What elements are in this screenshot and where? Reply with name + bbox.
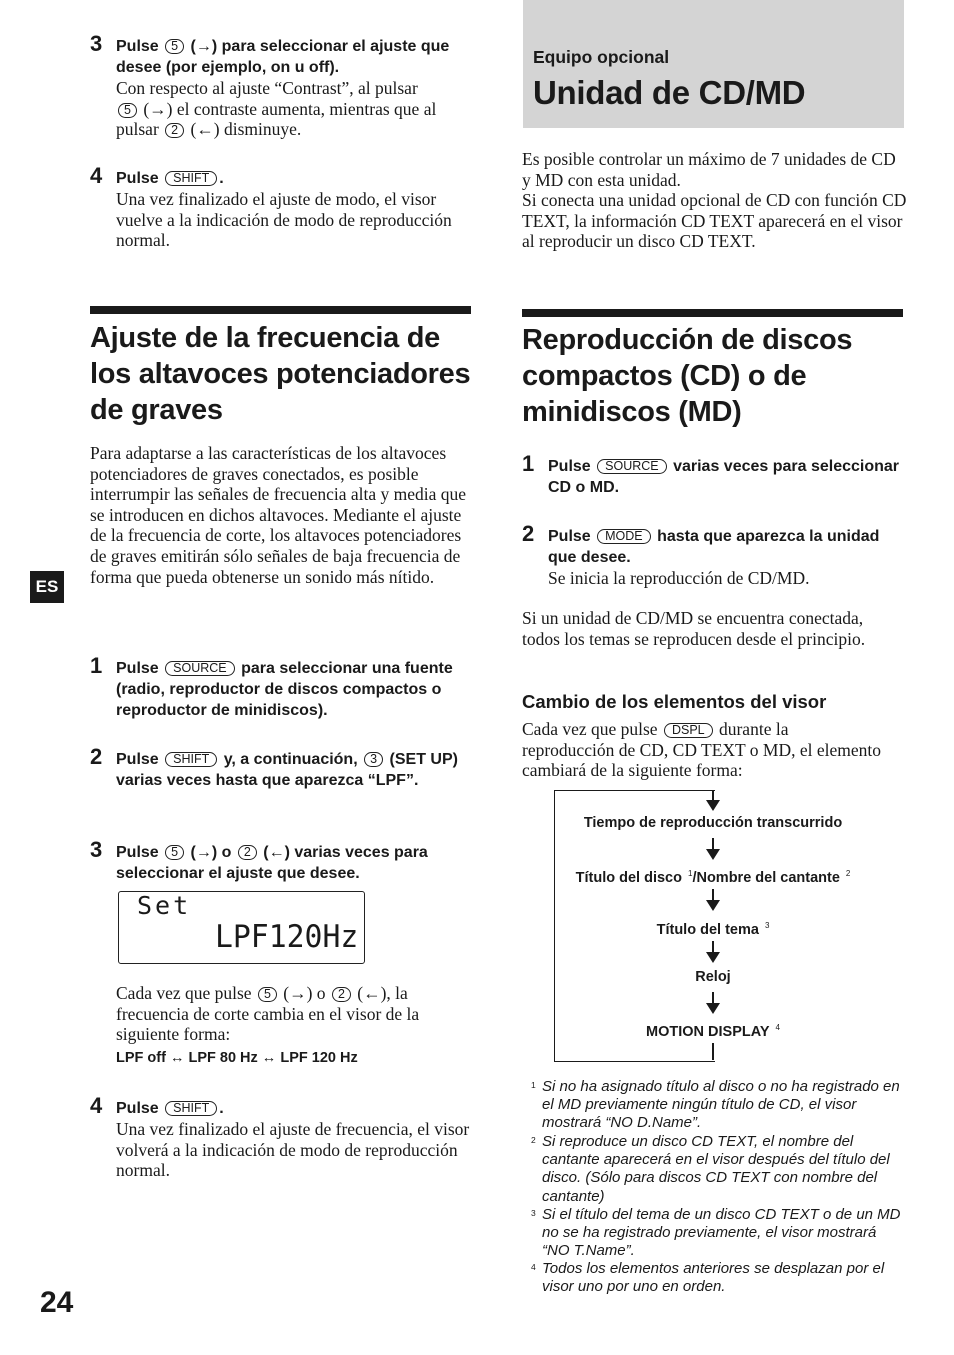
- step-setup-lpf: Pulse SHIFT y, a continuación, 3 (SET UP) varias veces hasta que aparezca “LPF”.: [116, 751, 458, 789]
- step-number: 3: [90, 31, 103, 56]
- footnote-number: 3: [531, 1208, 536, 1218]
- step-shift-finish: Pulse SHIFT . Una vez finalizado el ajuste de frecuencia, el visor volverá a la indicación de modo de reproducción normal.: [116, 1100, 470, 1180]
- chapter-title: Unidad de CD/MD: [533, 74, 806, 111]
- section-title-cdmd: Reproducción de discos compactos (CD) o de minidiscos (MD): [522, 324, 853, 428]
- flow-arrow: [712, 992, 714, 1004]
- subsection-title: Cambio de los elementos del visor: [522, 691, 827, 712]
- flow-arrow: [712, 791, 714, 801]
- key-shift: SHIFT: [165, 752, 217, 767]
- language-tab: ES: [30, 571, 64, 603]
- key-5: 5: [165, 39, 184, 54]
- step-number: 1: [522, 451, 535, 476]
- flow-item-clock: Reloj: [695, 969, 731, 985]
- step-number: 4: [90, 163, 103, 188]
- key-5: 5: [165, 845, 184, 860]
- key-2: 2: [165, 123, 184, 138]
- key-mode: MODE: [597, 529, 651, 544]
- step-choose-lpf: Pulse 5 (→) o 2 (←) varias veces para seleccionar el ajuste que desee.: [116, 844, 428, 882]
- footnote-1: Si no ha asignado título al disco o no ha registrado en el MD previamente ningún título de CD, el visor mostrará “NO D.Name”.: [542, 1078, 900, 1132]
- flow-loop-tail: [712, 1043, 714, 1060]
- footnote-number: 4: [531, 1262, 536, 1272]
- flow-item-elapsed: Tiempo de reproducción transcurrido: [583, 815, 843, 831]
- lcd-display: [118, 891, 365, 964]
- lpf-cycle: LPF off ↔ LPF 80 Hz ↔ LPF 120 Hz: [116, 1050, 358, 1066]
- key-shift: SHIFT: [165, 1101, 217, 1116]
- flow-arrow: [712, 941, 714, 953]
- flow-item-disc-title: Título del disco $^1$/Nombre del cantante $^2$: [575, 869, 851, 886]
- section-title-lpf: Ajuste de la frecuencia de los altavoces potenciadores de graves: [90, 322, 471, 426]
- lcd-line-1: Set: [137, 891, 192, 920]
- key-dspl: DSPL: [664, 723, 713, 738]
- key-5: 5: [258, 987, 277, 1002]
- cdmd-intro: Es posible controlar un máximo de 7 unidades de CD y MD con esta unidad. Si conecta una unidad opcional de CD con función CD TEXT, la información CD TEXT aparecerá en el visor al reproducir un disco CD TEXT.: [522, 149, 907, 252]
- step-number: 2: [522, 521, 535, 546]
- flow-item-track-title: Título del tema $^3$: [656, 921, 770, 938]
- lpf-intro: Para adaptarse a las características de los altavoces potenciadores de graves conectados, es posible interrumpir las señales de frecuencia alta y media que se introducen en dichos altavoces. Mediante el ajuste de la frecuencia de corte, los altavoces potenciadores de graves emitirán sólo señales de baja frecuencia de forma que pueda obtenerse un sonido más nítido.: [90, 443, 467, 587]
- step-select-cdmd: Pulse SOURCE varias veces para seleccionar CD o MD.: [548, 458, 900, 496]
- key-2: 2: [332, 987, 351, 1002]
- footnote-3: Si el título del tema de un disco CD TEXT o de un MD no se ha registrado previamente, el visor mostrará “NO T.Name”.: [542, 1206, 901, 1260]
- section-rule: [90, 306, 471, 314]
- step-number: 2: [90, 744, 103, 769]
- footnote-number: 2: [531, 1135, 536, 1145]
- chapter-header: [523, 0, 904, 128]
- footnote-4: Todos los elementos anteriores se desplazan por el visor uno por uno en orden.: [542, 1260, 885, 1296]
- step-number: 1: [90, 653, 103, 678]
- step-number: 4: [90, 1093, 103, 1118]
- step-contrast: Pulse 5 (→) para seleccionar el ajuste que desee (por ejemplo, on u off). Con respecto al ajuste “Contrast”, al pulsar 5 (→) el contraste aumenta, mientras que al pulsar 2 (←) disminuye.: [116, 38, 450, 139]
- key-shift: SHIFT: [165, 171, 217, 186]
- page-number: 24: [40, 1286, 74, 1319]
- footnote-2: Si reproduce un disco CD TEXT, el nombre del cantante aparecerá en el visor después del título del disco. (Sólo para discos CD TEXT con nombre del cantante): [542, 1133, 890, 1205]
- step-select-unit: Pulse MODE hasta que aparezca la unidad que desee. Se inicia la reproducción de CD/MD.: [548, 528, 880, 588]
- key-source: SOURCE: [165, 661, 234, 676]
- display-cycle-desc: Cada vez que pulse DSPL durante la reproducción de CD, CD TEXT o MD, el elemento cambiará de la siguiente forma:: [522, 719, 881, 781]
- flow-arrow: [712, 889, 714, 901]
- cdmd-note: Si un unidad de CD/MD se encuentra conectada, todos los temas se reproducen desde el principio.: [522, 608, 866, 649]
- lpf-cycle-desc: Cada vez que pulse 5 (→) o 2 (←), la frecuencia de corte cambia en el visor de la siguiente forma:: [116, 983, 420, 1045]
- flow-arrow: [712, 838, 714, 850]
- section-rule: [522, 309, 903, 317]
- step-select-source: Pulse SOURCE para seleccionar una fuente (radio, reproductor de discos compactos o reproductor de minidiscos).: [116, 660, 453, 719]
- key-2: 2: [238, 845, 257, 860]
- key-source: SOURCE: [597, 459, 666, 474]
- footnote-number: 1: [531, 1080, 536, 1090]
- chapter-kicker: Equipo opcional: [533, 47, 670, 67]
- key-3: 3: [364, 752, 383, 767]
- flow-item-motion: MOTION DISPLAY $^4$: [646, 1023, 780, 1040]
- key-5: 5: [118, 103, 137, 118]
- step-shift-end: Pulse SHIFT . Una vez finalizado el ajuste de modo, el visor vuelve a la indicación de modo de reproducción normal.: [116, 170, 452, 250]
- step-number: 3: [90, 837, 103, 862]
- lcd-line-2: LPF120Hz: [214, 919, 358, 955]
